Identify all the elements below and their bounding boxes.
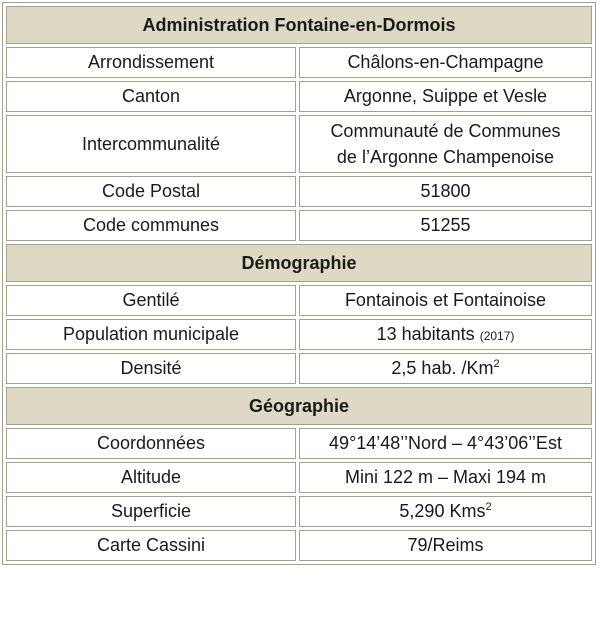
value-arrondissement: Châlons-en-Champagne — [299, 47, 592, 78]
row-arrondissement — [6, 47, 592, 78]
label-gentile: Gentilé — [6, 285, 296, 316]
label-population: Population municipale — [6, 319, 296, 350]
row-densite — [6, 353, 592, 384]
label-densite: Densité — [6, 353, 296, 384]
value-population — [299, 319, 592, 350]
value-intercommunalite-line1: Communauté de Communes — [330, 121, 561, 141]
superficie-value: 5,290 Kms — [399, 501, 486, 521]
row-population — [6, 319, 592, 350]
row-canton — [6, 81, 592, 112]
label-intercommunalite: Intercommunalité — [6, 115, 296, 173]
commune-info-table — [2, 2, 596, 565]
value-carte-cassini: 79/Reims — [299, 530, 592, 561]
row-code-communes — [6, 210, 592, 241]
value-gentile: Fontainois et Fontainoise — [299, 285, 592, 316]
superficie-superscript: 2 — [485, 501, 492, 513]
geographie-heading-row — [6, 387, 592, 425]
row-coordonnees — [6, 428, 592, 459]
row-altitude — [6, 462, 592, 493]
row-carte-cassini — [6, 530, 592, 561]
label-coordonnees: Coordonnées — [6, 428, 296, 459]
value-coordonnees: 49°14’48’’Nord – 4°43’06’’Est — [299, 428, 592, 459]
title-row — [6, 6, 592, 44]
value-densite — [299, 353, 592, 384]
row-intercommunalite — [6, 115, 592, 173]
label-code-postal: Code Postal — [6, 176, 296, 207]
value-code-postal: 51800 — [299, 176, 592, 207]
row-superficie — [6, 496, 592, 527]
densite-superscript: 2 — [493, 358, 500, 370]
row-code-postal — [6, 176, 592, 207]
demographie-heading-row — [6, 244, 592, 282]
value-superficie — [299, 496, 592, 527]
densite-value: 2,5 hab. /Km — [391, 358, 494, 378]
value-canton: Argonne, Suippe et Vesle — [299, 81, 592, 112]
population-value: 13 habitants — [376, 324, 475, 344]
commune-info-table-container — [2, 2, 596, 565]
label-altitude: Altitude — [6, 462, 296, 493]
row-gentile — [6, 285, 592, 316]
label-arrondissement: Arrondissement — [6, 47, 296, 78]
value-intercommunalite-line2: de l’Argonne Champenoise — [336, 147, 555, 167]
table-title: Administration Fontaine-en-Dormois — [6, 6, 592, 44]
value-code-communes: 51255 — [299, 210, 592, 241]
label-code-communes: Code communes — [6, 210, 296, 241]
label-carte-cassini: Carte Cassini — [6, 530, 296, 561]
section-heading-geographie: Géographie — [6, 387, 592, 425]
label-superficie: Superficie — [6, 496, 296, 527]
section-heading-demographie: Démographie — [6, 244, 592, 282]
value-intercommunalite — [299, 115, 592, 173]
population-year-note: (2017) — [479, 329, 515, 343]
value-altitude: Mini 122 m – Maxi 194 m — [299, 462, 592, 493]
label-canton: Canton — [6, 81, 296, 112]
